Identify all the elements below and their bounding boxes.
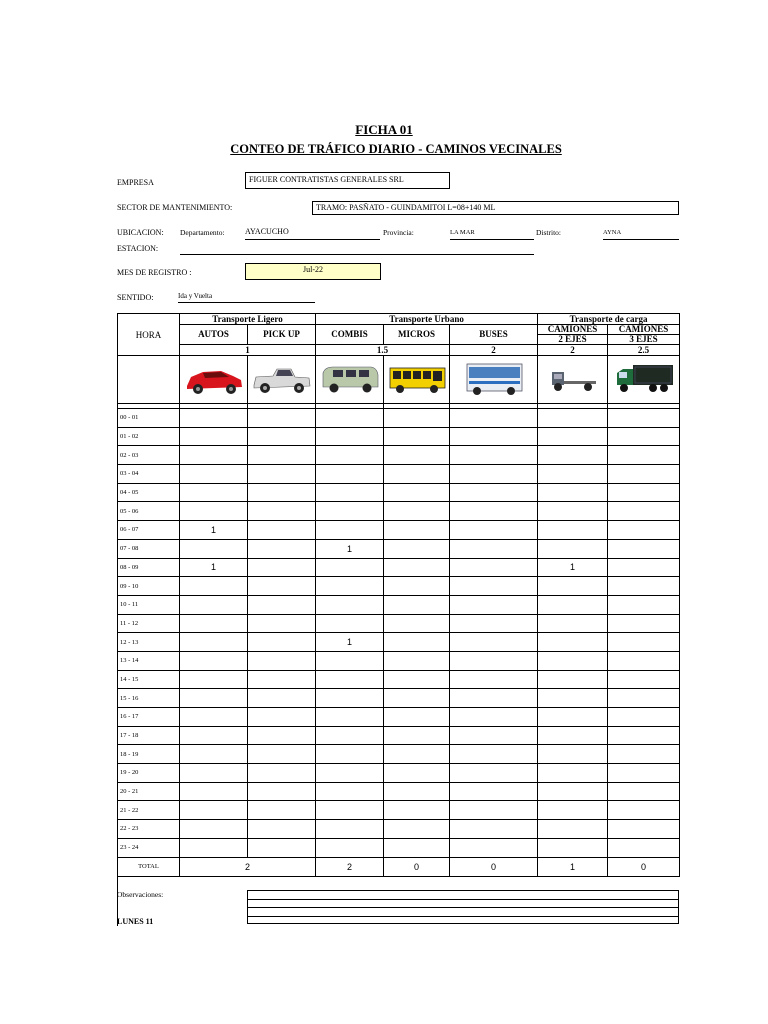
count-cell[interactable]: [248, 745, 316, 764]
hora-cell: 15 - 16: [118, 689, 180, 708]
count-cell[interactable]: [450, 745, 538, 764]
count-cell[interactable]: [538, 801, 608, 820]
count-cell[interactable]: [384, 614, 450, 633]
hora-cell: 12 - 13: [118, 633, 180, 652]
total-label: TOTAL: [118, 857, 180, 876]
table-row: [118, 614, 680, 633]
total-micros: 0: [384, 857, 450, 876]
count-cell[interactable]: [538, 483, 608, 502]
count-cell[interactable]: [316, 409, 384, 428]
count-cell[interactable]: [316, 483, 384, 502]
form-title: FICHA 01: [355, 122, 413, 137]
count-cell[interactable]: [180, 483, 248, 502]
count-cell[interactable]: [316, 465, 384, 484]
table-row: [118, 689, 680, 708]
group-transporte-carga: Transporte de carga: [538, 314, 680, 325]
count-cell[interactable]: [316, 820, 384, 839]
count-cell[interactable]: [384, 483, 450, 502]
hora-cell: 21 - 22: [118, 801, 180, 820]
count-cell[interactable]: [450, 838, 538, 857]
departamento-field[interactable]: AYACUCHO: [245, 227, 380, 240]
group-transporte-ligero: Transporte Ligero: [180, 314, 316, 325]
total-combis: 2: [316, 857, 384, 876]
sentido-field[interactable]: Ida y Vuelta: [178, 292, 315, 303]
col-autos: AUTOS: [180, 325, 248, 345]
factor-camiones-2ejes: 2: [538, 345, 608, 356]
factor-ligero: 1: [180, 345, 316, 356]
hora-cell: 10 - 11: [118, 595, 180, 614]
table-row: [118, 446, 680, 465]
count-cell[interactable]: [538, 745, 608, 764]
count-cell[interactable]: [384, 820, 450, 839]
table-row: [118, 820, 680, 839]
group-transporte-urbano: Transporte Urbano: [316, 314, 538, 325]
count-cell[interactable]: [180, 502, 248, 521]
count-cell[interactable]: [316, 708, 384, 727]
count-cell[interactable]: [450, 446, 538, 465]
count-cell[interactable]: [316, 502, 384, 521]
count-cell[interactable]: [608, 502, 680, 521]
col-camiones-2ejes-sub: 2 EJES: [538, 335, 608, 345]
count-cell[interactable]: [608, 465, 680, 484]
count-cell[interactable]: [248, 502, 316, 521]
table-row: [118, 745, 680, 764]
observaciones-field[interactable]: [247, 890, 679, 924]
count-cell[interactable]: [608, 820, 680, 839]
count-cell[interactable]: [538, 651, 608, 670]
count-cell[interactable]: [384, 782, 450, 801]
count-cell[interactable]: [180, 801, 248, 820]
count-cell[interactable]: [450, 409, 538, 428]
count-cell[interactable]: [248, 577, 316, 596]
count-cell[interactable]: [450, 614, 538, 633]
count-cell[interactable]: [384, 670, 450, 689]
count-cell[interactable]: [608, 595, 680, 614]
count-cell[interactable]: [180, 820, 248, 839]
count-cell[interactable]: [384, 465, 450, 484]
provincia-label: Provincia:: [383, 228, 414, 237]
count-cell[interactable]: [248, 726, 316, 745]
hora-cell: 19 - 20: [118, 764, 180, 783]
count-cell[interactable]: [450, 502, 538, 521]
table-row: [118, 838, 680, 857]
count-cell[interactable]: [450, 708, 538, 727]
count-cell[interactable]: [538, 838, 608, 857]
total-camiones-2ejes: 1: [538, 857, 608, 876]
count-cell[interactable]: [608, 577, 680, 596]
count-cell[interactable]: [316, 558, 384, 577]
col-combis: COMBIS: [316, 325, 384, 345]
count-cell[interactable]: [180, 651, 248, 670]
count-cell[interactable]: [538, 708, 608, 727]
distrito-field[interactable]: AYNA: [603, 229, 679, 240]
hora-cell: 22 - 23: [118, 820, 180, 839]
sentido-label: SENTIDO:: [117, 293, 154, 302]
count-cell[interactable]: [608, 689, 680, 708]
form-subtitle: CONTEO DE TRÁFICO DIARIO - CAMINOS VECINALES: [230, 142, 562, 156]
estacion-label: ESTACION:: [117, 244, 159, 253]
count-cell[interactable]: [316, 651, 384, 670]
count-cell[interactable]: [248, 801, 316, 820]
car-icon: [180, 356, 248, 404]
hora-cell: 20 - 21: [118, 782, 180, 801]
count-cell[interactable]: [384, 726, 450, 745]
count-cell[interactable]: [248, 558, 316, 577]
count-cell[interactable]: [450, 782, 538, 801]
table-row: [118, 782, 680, 801]
count-cell[interactable]: [450, 483, 538, 502]
count-cell[interactable]: 1: [538, 558, 608, 577]
count-cell[interactable]: [248, 782, 316, 801]
count-cell[interactable]: [316, 577, 384, 596]
table-row: [118, 577, 680, 596]
count-cell[interactable]: [384, 409, 450, 428]
count-cell[interactable]: [608, 651, 680, 670]
count-cell[interactable]: [384, 764, 450, 783]
count-cell[interactable]: [608, 558, 680, 577]
col-micros: MICROS: [384, 325, 450, 345]
count-cell[interactable]: [450, 558, 538, 577]
factor-combis-micros: 1.5: [316, 345, 450, 356]
count-cell[interactable]: [248, 521, 316, 540]
count-cell[interactable]: [248, 689, 316, 708]
count-cell[interactable]: [608, 521, 680, 540]
count-cell[interactable]: [316, 689, 384, 708]
table-row: [118, 483, 680, 502]
hora-cell: 14 - 15: [118, 670, 180, 689]
col-pickup: PICK UP: [248, 325, 316, 345]
count-cell[interactable]: [316, 521, 384, 540]
count-cell[interactable]: [180, 764, 248, 783]
count-cell[interactable]: [180, 539, 248, 558]
count-cell[interactable]: [248, 465, 316, 484]
count-cell[interactable]: [450, 577, 538, 596]
count-cell[interactable]: [180, 670, 248, 689]
ubicacion-label: UBICACION:: [117, 228, 164, 237]
hora-cell: 01 - 02: [118, 427, 180, 446]
count-cell[interactable]: [316, 595, 384, 614]
count-cell[interactable]: [384, 446, 450, 465]
count-cell[interactable]: [248, 670, 316, 689]
count-cell[interactable]: [384, 651, 450, 670]
table-row: [118, 465, 680, 484]
count-cell[interactable]: [384, 521, 450, 540]
table-row: [118, 651, 680, 670]
count-cell[interactable]: [608, 782, 680, 801]
provincia-field[interactable]: LA MAR: [450, 229, 534, 240]
hora-cell: 16 - 17: [118, 708, 180, 727]
count-cell[interactable]: [248, 838, 316, 857]
total-ligero: 2: [180, 857, 316, 876]
count-cell[interactable]: [450, 427, 538, 446]
count-cell[interactable]: [450, 764, 538, 783]
count-cell[interactable]: [180, 782, 248, 801]
count-cell[interactable]: [316, 764, 384, 783]
table-row: [118, 764, 680, 783]
count-cell[interactable]: [538, 502, 608, 521]
hora-cell: 13 - 14: [118, 651, 180, 670]
count-cell[interactable]: [450, 726, 538, 745]
traffic-count-table: [117, 313, 680, 877]
total-buses: 0: [450, 857, 538, 876]
count-cell[interactable]: [608, 539, 680, 558]
sector-label: SECTOR DE MANTENIMIENTO:: [117, 203, 233, 212]
hora-header-image-row: [118, 356, 180, 404]
count-cell[interactable]: [538, 670, 608, 689]
col-buses: BUSES: [450, 325, 538, 345]
count-cell[interactable]: [384, 708, 450, 727]
count-cell[interactable]: [316, 782, 384, 801]
count-cell[interactable]: [538, 409, 608, 428]
table-row: [118, 726, 680, 745]
count-cell[interactable]: [384, 801, 450, 820]
count-cell[interactable]: [248, 764, 316, 783]
hora-cell: 07 - 08: [118, 539, 180, 558]
count-cell[interactable]: [538, 521, 608, 540]
mes-label: MES DE REGISTRO :: [117, 268, 192, 277]
count-cell[interactable]: [608, 446, 680, 465]
distrito-label: Distrito:: [536, 228, 562, 237]
table-row: [118, 521, 680, 540]
count-cell[interactable]: [384, 745, 450, 764]
table-row: [118, 633, 680, 652]
count-cell[interactable]: [384, 539, 450, 558]
estacion-field[interactable]: [180, 244, 534, 255]
count-cell[interactable]: [384, 558, 450, 577]
col-camiones-3ejes-label: CAMIONES: [608, 325, 680, 335]
count-cell[interactable]: [450, 595, 538, 614]
count-cell[interactable]: [538, 577, 608, 596]
count-cell[interactable]: [180, 633, 248, 652]
count-cell[interactable]: [538, 446, 608, 465]
count-cell[interactable]: [538, 782, 608, 801]
count-cell[interactable]: [248, 446, 316, 465]
col-camiones-3ejes-sub: 3 EJES: [608, 335, 680, 345]
table-row: [118, 801, 680, 820]
empresa-field[interactable]: FIGUER CONTRATISTAS GENERALES SRL: [245, 172, 450, 189]
count-cell[interactable]: [248, 651, 316, 670]
count-cell[interactable]: [538, 689, 608, 708]
count-cell[interactable]: [316, 801, 384, 820]
count-cell[interactable]: [538, 726, 608, 745]
count-cell[interactable]: [180, 465, 248, 484]
van-icon: [316, 356, 384, 404]
sector-field[interactable]: TRAMO: PASÑATO - GUINDAMITOI L=08+140 ML: [312, 201, 679, 215]
count-cell[interactable]: [180, 427, 248, 446]
count-cell[interactable]: [248, 708, 316, 727]
table-row: [118, 409, 680, 428]
minibus-icon: [384, 356, 450, 404]
table-row: [118, 558, 680, 577]
table-row: [118, 595, 680, 614]
count-cell[interactable]: [608, 614, 680, 633]
count-cell[interactable]: [384, 633, 450, 652]
count-cell[interactable]: [248, 427, 316, 446]
hora-cell: 00 - 01: [118, 409, 180, 428]
hora-cell: 18 - 19: [118, 745, 180, 764]
hora-cell: 05 - 06: [118, 502, 180, 521]
count-cell[interactable]: [538, 595, 608, 614]
hora-cell: 08 - 09: [118, 558, 180, 577]
table-row: [118, 427, 680, 446]
hora-cell: 02 - 03: [118, 446, 180, 465]
count-cell[interactable]: [248, 409, 316, 428]
factor-buses: 2: [450, 345, 538, 356]
hora-cell: 04 - 05: [118, 483, 180, 502]
count-cell[interactable]: [180, 446, 248, 465]
count-cell[interactable]: [608, 427, 680, 446]
departamento-label: Departamento:: [180, 228, 225, 237]
table-row: [118, 502, 680, 521]
count-cell[interactable]: [248, 633, 316, 652]
count-cell[interactable]: [608, 483, 680, 502]
count-cell[interactable]: 1: [316, 633, 384, 652]
day-label: LUNES 11: [117, 917, 154, 926]
count-cell[interactable]: [450, 801, 538, 820]
table-row: [118, 670, 680, 689]
total-camiones-3ejes: 0: [608, 857, 680, 876]
count-cell[interactable]: [384, 689, 450, 708]
table-row: [118, 708, 680, 727]
hora-cell: 03 - 04: [118, 465, 180, 484]
count-cell[interactable]: [608, 726, 680, 745]
observaciones-label: Observaciones:: [117, 890, 164, 899]
col-camiones-2ejes-label: CAMIONES: [538, 325, 608, 335]
count-cell[interactable]: [248, 820, 316, 839]
count-cell[interactable]: [316, 614, 384, 633]
count-cell[interactable]: [608, 633, 680, 652]
factor-camiones-3ejes: 2.5: [608, 345, 680, 356]
count-cell[interactable]: [450, 820, 538, 839]
count-cell[interactable]: [384, 427, 450, 446]
count-cell[interactable]: [538, 820, 608, 839]
count-cell[interactable]: [316, 446, 384, 465]
hora-cell: 23 - 24: [118, 838, 180, 857]
count-cell[interactable]: [180, 614, 248, 633]
count-cell[interactable]: [450, 539, 538, 558]
count-cell[interactable]: [180, 595, 248, 614]
count-cell[interactable]: [316, 726, 384, 745]
count-cell[interactable]: 1: [180, 521, 248, 540]
mes-field[interactable]: Jul-22: [245, 263, 381, 280]
count-cell[interactable]: [316, 745, 384, 764]
count-cell[interactable]: 1: [180, 558, 248, 577]
count-cell[interactable]: [608, 745, 680, 764]
pickup-icon: [248, 356, 316, 404]
count-cell[interactable]: [450, 465, 538, 484]
hora-cell: 09 - 10: [118, 577, 180, 596]
truck-2-axle-icon: [538, 356, 608, 404]
count-cell[interactable]: [180, 689, 248, 708]
count-cell[interactable]: [248, 614, 316, 633]
count-cell[interactable]: [180, 409, 248, 428]
count-cell[interactable]: [538, 764, 608, 783]
truck-3-axle-icon: [608, 356, 680, 404]
count-cell[interactable]: [450, 689, 538, 708]
count-cell[interactable]: [180, 838, 248, 857]
count-cell[interactable]: [450, 521, 538, 540]
count-cell[interactable]: [608, 708, 680, 727]
count-cell[interactable]: [608, 764, 680, 783]
count-cell[interactable]: [538, 427, 608, 446]
count-cell[interactable]: [248, 539, 316, 558]
count-cell[interactable]: [180, 577, 248, 596]
count-cell[interactable]: [608, 670, 680, 689]
hora-cell: 17 - 18: [118, 726, 180, 745]
count-cell[interactable]: [538, 633, 608, 652]
count-cell[interactable]: [538, 539, 608, 558]
count-cell[interactable]: [248, 595, 316, 614]
count-cell[interactable]: [538, 614, 608, 633]
count-cell[interactable]: 1: [316, 539, 384, 558]
count-cell[interactable]: [180, 745, 248, 764]
count-cell[interactable]: [316, 670, 384, 689]
hora-cell: 06 - 07: [118, 521, 180, 540]
count-cell[interactable]: [180, 708, 248, 727]
empresa-label: EMPRESA: [117, 178, 154, 187]
count-cell[interactable]: [450, 670, 538, 689]
count-cell[interactable]: [538, 465, 608, 484]
count-cell[interactable]: [450, 633, 538, 652]
bus-icon: [450, 356, 538, 404]
hora-header: HORA: [118, 314, 180, 356]
count-cell[interactable]: [248, 483, 316, 502]
count-cell[interactable]: [180, 726, 248, 745]
count-cell[interactable]: [608, 409, 680, 428]
count-cell[interactable]: [384, 577, 450, 596]
count-cell[interactable]: [384, 502, 450, 521]
count-cell[interactable]: [450, 651, 538, 670]
hora-cell: 11 - 12: [118, 614, 180, 633]
table-row: [118, 539, 680, 558]
count-cell[interactable]: [384, 838, 450, 857]
count-cell[interactable]: [316, 427, 384, 446]
count-cell[interactable]: [608, 838, 680, 857]
count-cell[interactable]: [608, 801, 680, 820]
count-cell[interactable]: [316, 838, 384, 857]
count-cell[interactable]: [384, 595, 450, 614]
